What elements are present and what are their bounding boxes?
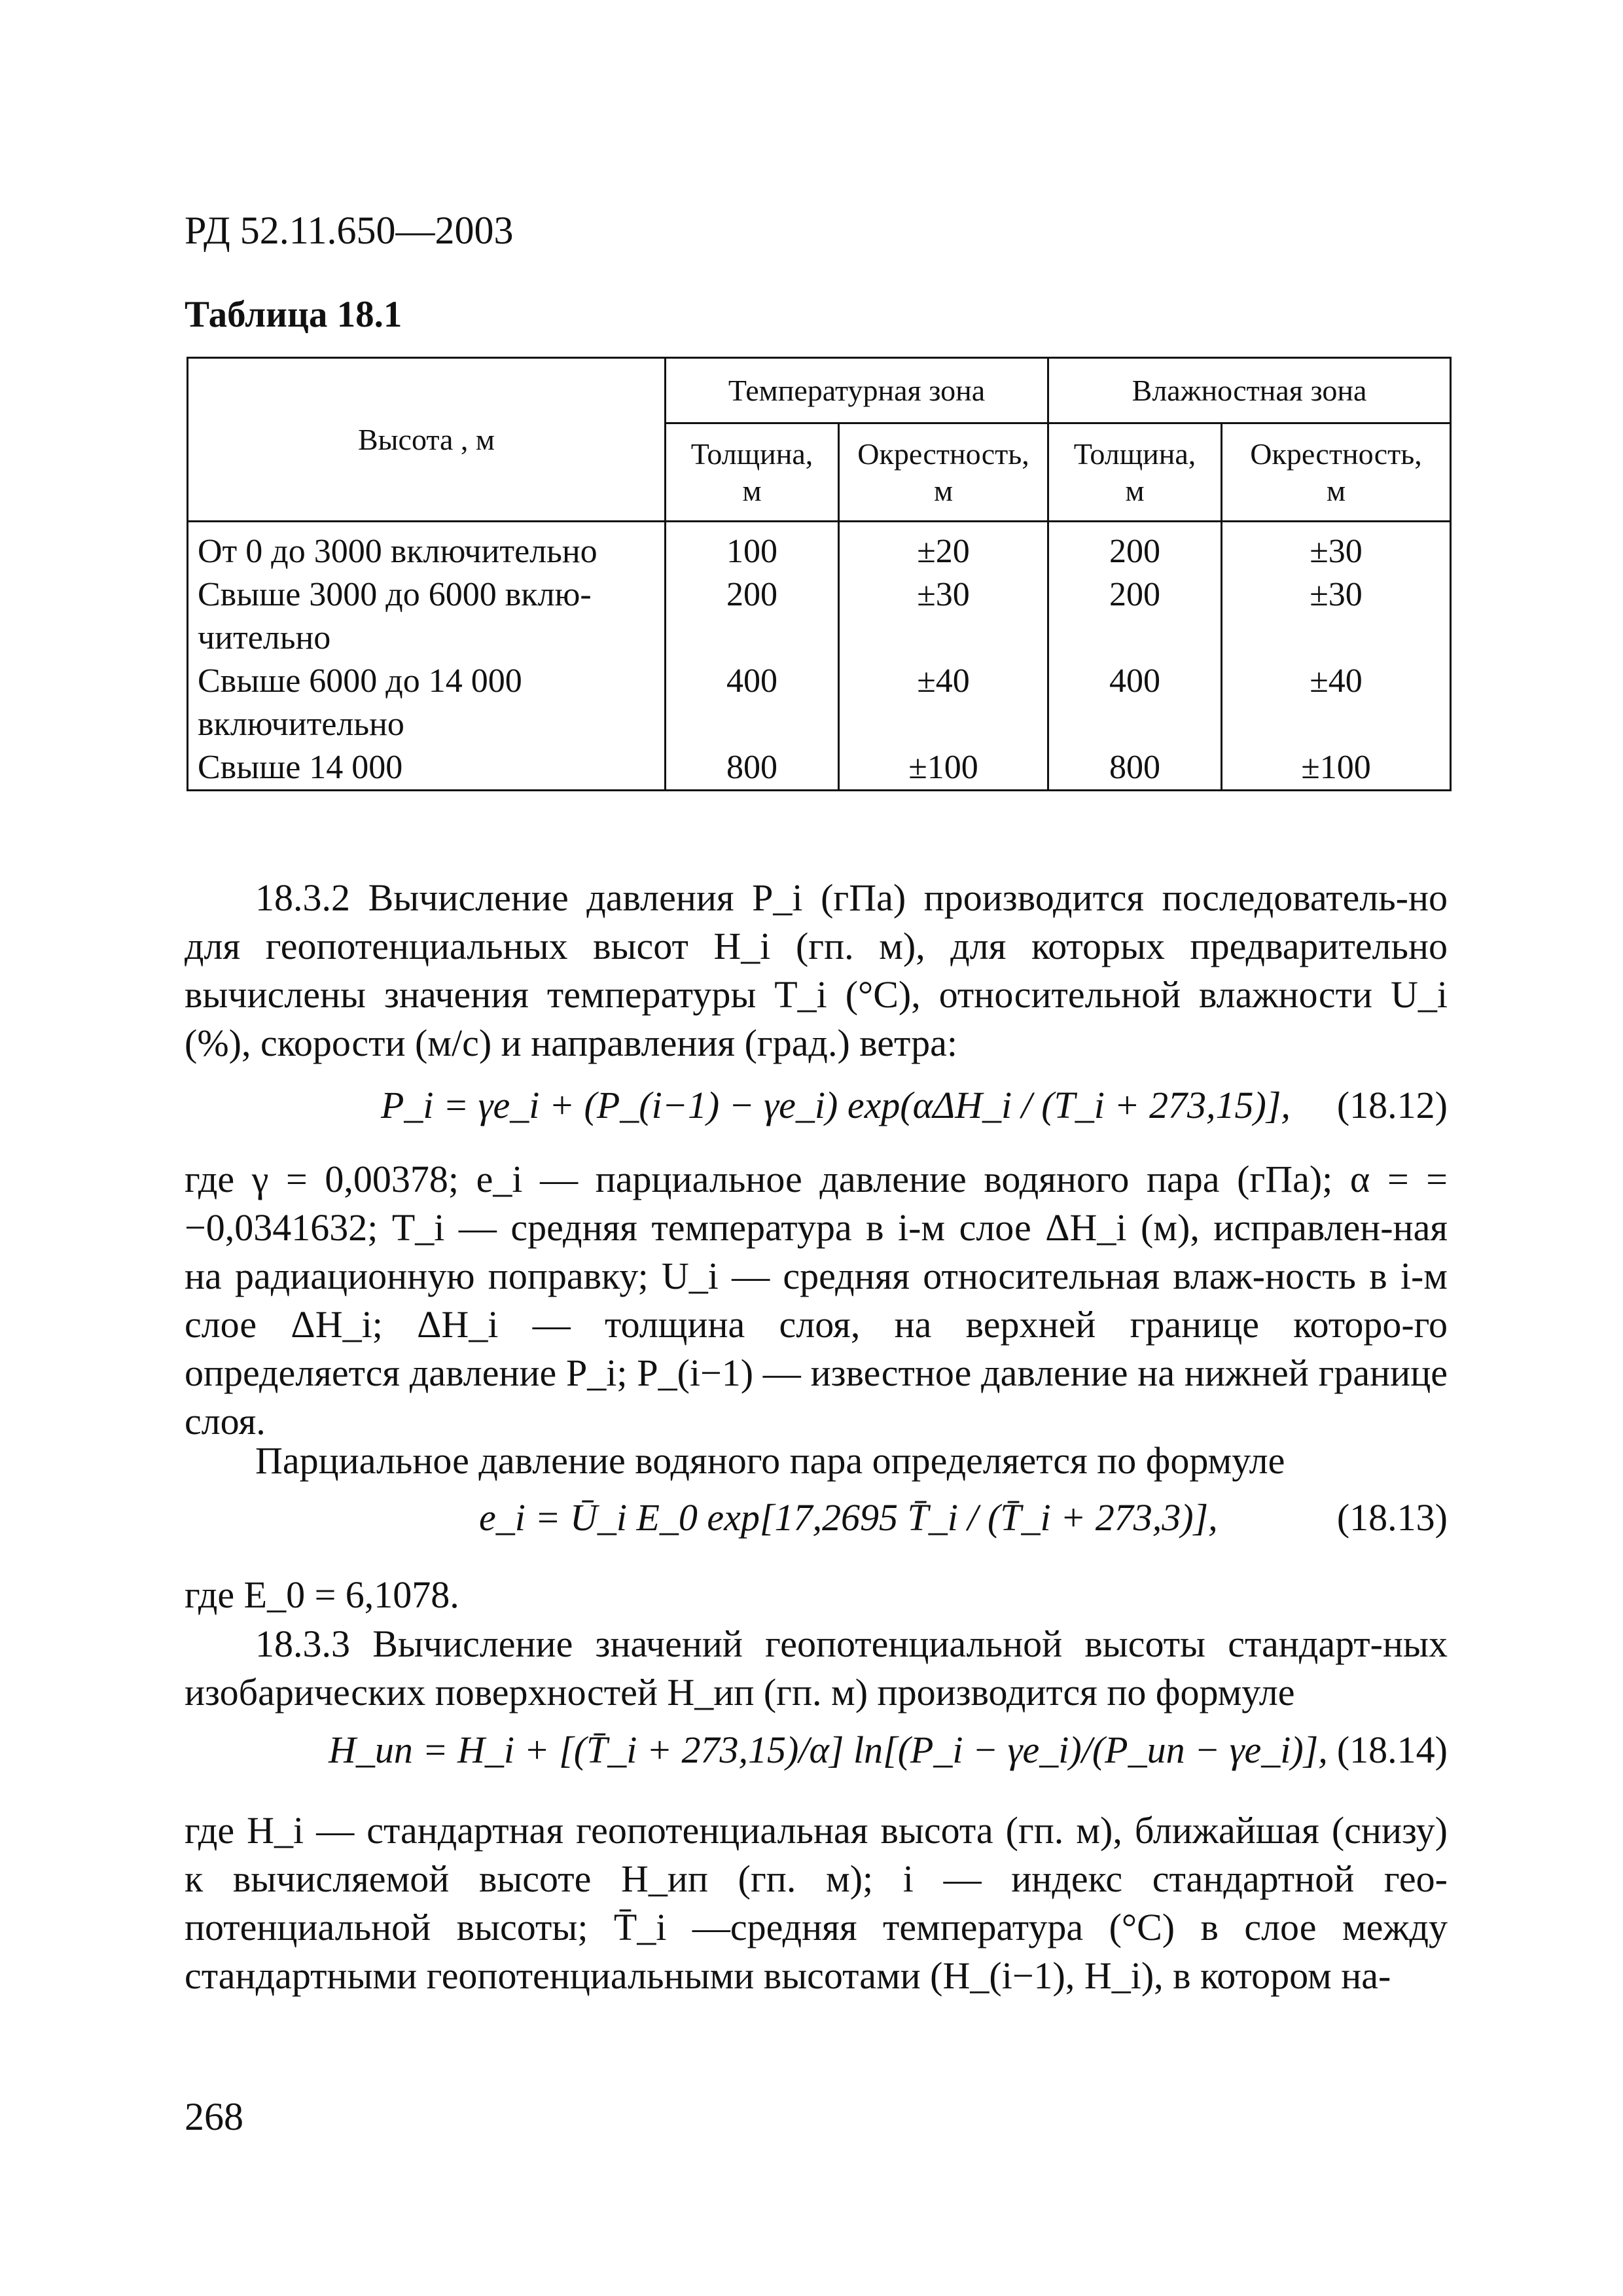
equation-18-13: e_i = Ū_i E_0 exp[17,2695 T̄_i / (T̄_i + 273,3)], (18.13) — [479, 1496, 1448, 1539]
equation-18-14: H_ип = H_i + [(T̄_i + 273,15)/α] ln[(P_i − γe_i)/(P_ип − γe_i)], (18.14) — [329, 1729, 1448, 1771]
subheader-temp-thickness: Толщина, м — [666, 423, 839, 522]
subheader-hum-vicinity: Окрестность, м — [1222, 423, 1451, 522]
page-number: 268 — [185, 2095, 243, 2138]
subheader-hum-thickness: Толщина, м — [1048, 423, 1222, 522]
paragraph-18-3-3: 18.3.3 Вычисление значений геопотенциальной высоты стандарт-ных изобарических поверхностей H_ип (гп. м) производится по формуле — [185, 1623, 1448, 1713]
table-row: Свыше 14 000 800 ±100 800 ±100 — [188, 746, 1451, 791]
paragraph-where-2: где E_0 = 6,1078. — [185, 1573, 459, 1616]
document-id: РД 52.11.650—2003 — [185, 209, 514, 252]
paragraph-vapor: Парциальное давление водяного пара определяется по формуле — [255, 1439, 1285, 1482]
header-temp-zone: Температурная зона — [666, 358, 1048, 423]
table-row: Свыше 6000 до 14 000 включительно 400 ±40 400 ±40 — [188, 660, 1451, 746]
table-18-1 — [187, 357, 1452, 791]
header-height: Высота , м — [188, 358, 666, 522]
paragraph-where-1: где γ = 0,00378; e_i — парциальное давление водяного пара (гПа); α = = −0,0341632; T_i — средняя температура в i-м слое ΔH_i (м), исправлен-ная на радиационную поправку; U_i — средняя относительная влаж-ность в i-м слое ΔH_i; ΔH_i — толщина слоя, на верхней границе которо-го определяется давление P_i; P_(i−1) — известное давление на нижней границе слоя. — [185, 1158, 1448, 1443]
paragraph-where-3: где H_i — стандартная геопотенциальная высота (гп. м), ближайшая (снизу) к вычисляемой высоте H_ип (гп. м); i — индекс стандартной гео-потенциальной высоты; T̄_i —средняя температура (°С) в слое между стандартными геопотенциальными высотами (H_(i−1), H_i), в котором на- — [185, 1809, 1448, 1997]
table-row: От 0 до 3000 включительно 100 ±20 200 ±30 — [188, 522, 1451, 574]
subheader-temp-vicinity: Окрестность, м — [839, 423, 1048, 522]
table-caption: Таблица 18.1 — [185, 294, 402, 335]
equation-18-12: P_i = γe_i + (P_(i−1) − γe_i) exp(αΔH_i / (T_i + 273,15)], (18.12) — [381, 1084, 1448, 1126]
header-hum-zone: Влажностная зона — [1048, 358, 1451, 423]
paragraph-18-3-2: 18.3.2 Вычисление давления P_i (гПа) производится последователь-но для геопотенциальных высот H_i (гп. м), для которых предварительно вычислены значения температуры T_i (°С), относительной влажности U_i (%), скорости (м/с) и направления (град.) ветра: — [185, 876, 1448, 1064]
table-row: Свыше 3000 до 6000 вклю- чительно 200 ±30 200 ±30 — [188, 573, 1451, 660]
